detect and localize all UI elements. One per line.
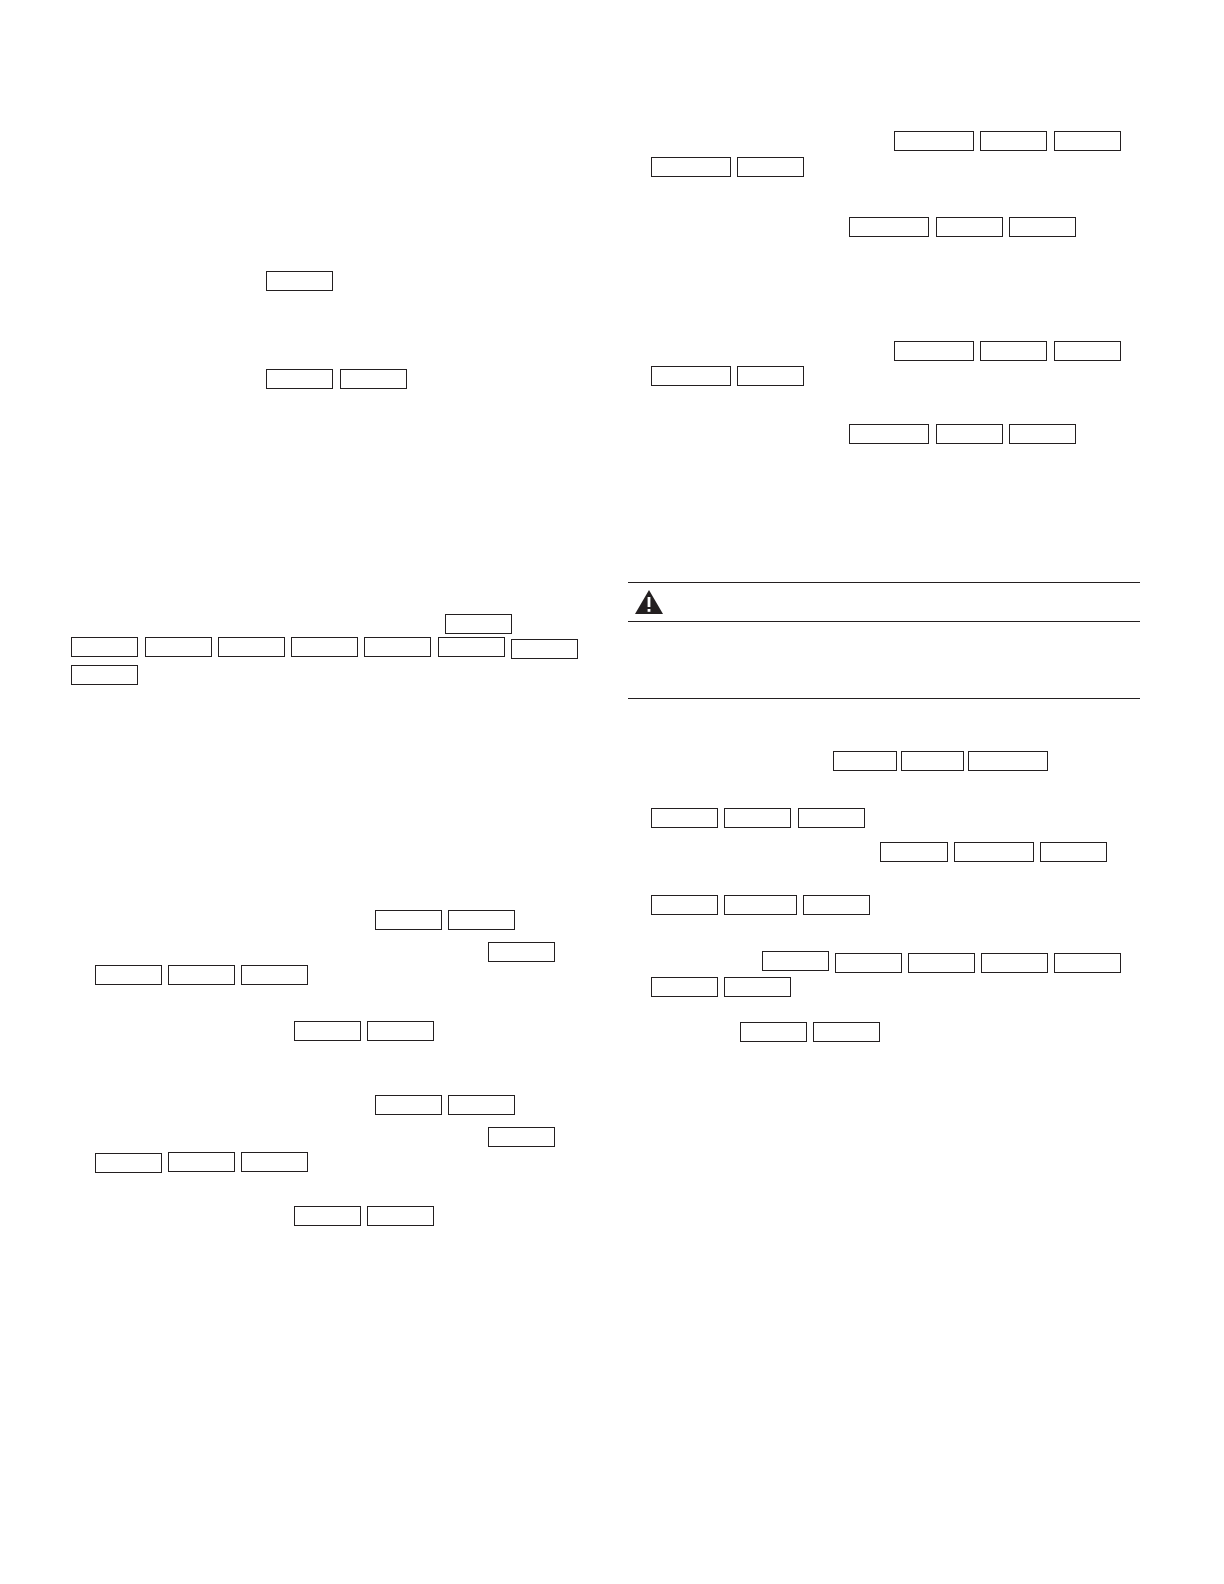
- key-box: [448, 910, 515, 930]
- key-box: [740, 1022, 807, 1042]
- key-box: [724, 977, 791, 997]
- key-box: [364, 637, 431, 657]
- key-box: [241, 1152, 308, 1172]
- key-box: [168, 1152, 235, 1172]
- key-box: [724, 895, 797, 915]
- key-box: [798, 808, 865, 828]
- key-box: [448, 1095, 515, 1115]
- key-box: [438, 637, 505, 657]
- key-box: [968, 751, 1048, 771]
- key-box: [145, 637, 212, 657]
- key-box: [651, 366, 731, 386]
- key-box: [651, 157, 731, 177]
- key-box: [901, 751, 964, 771]
- key-box: [367, 1021, 434, 1041]
- warning-top-rule: [628, 582, 1140, 583]
- key-box: [835, 953, 902, 973]
- key-box: [294, 1021, 361, 1041]
- key-box: [849, 424, 929, 444]
- key-box: [95, 1153, 162, 1173]
- key-box: [1009, 217, 1076, 237]
- key-box: [954, 842, 1034, 862]
- key-box: [1009, 424, 1076, 444]
- key-box: [1054, 131, 1121, 151]
- key-box: [511, 639, 578, 659]
- key-box: [266, 369, 333, 389]
- key-box: [445, 614, 512, 634]
- key-box: [651, 808, 718, 828]
- key-box: [241, 965, 308, 985]
- key-box: [803, 895, 870, 915]
- warning-triangle-icon: [634, 589, 664, 615]
- warning-header-rule: [628, 621, 1140, 622]
- key-box: [936, 424, 1003, 444]
- key-box: [651, 977, 718, 997]
- key-box: [908, 953, 975, 973]
- key-box: [71, 637, 138, 657]
- key-box: [724, 808, 791, 828]
- key-box: [1040, 842, 1107, 862]
- key-box: [488, 942, 555, 962]
- key-box: [980, 131, 1047, 151]
- key-box: [894, 341, 974, 361]
- key-box: [936, 217, 1003, 237]
- warning-bottom-rule: [628, 698, 1140, 699]
- key-box: [833, 751, 897, 771]
- key-box: [294, 1206, 361, 1226]
- key-box: [651, 895, 718, 915]
- key-box: [981, 953, 1048, 973]
- key-box: [168, 965, 235, 985]
- key-box: [849, 217, 929, 237]
- key-box: [375, 1095, 442, 1115]
- key-box: [218, 637, 285, 657]
- key-box: [488, 1127, 555, 1147]
- key-box: [71, 665, 138, 685]
- key-box: [980, 341, 1047, 361]
- key-box: [737, 366, 804, 386]
- key-box: [880, 842, 948, 862]
- key-box: [762, 951, 829, 971]
- key-box: [1054, 341, 1121, 361]
- key-box: [375, 910, 442, 930]
- key-box: [737, 157, 804, 177]
- key-box: [266, 271, 333, 291]
- key-box: [894, 131, 974, 151]
- key-box: [340, 369, 407, 389]
- key-box: [291, 637, 358, 657]
- key-box: [813, 1022, 880, 1042]
- key-box: [1054, 953, 1121, 973]
- key-box: [367, 1206, 434, 1226]
- key-box: [95, 965, 162, 985]
